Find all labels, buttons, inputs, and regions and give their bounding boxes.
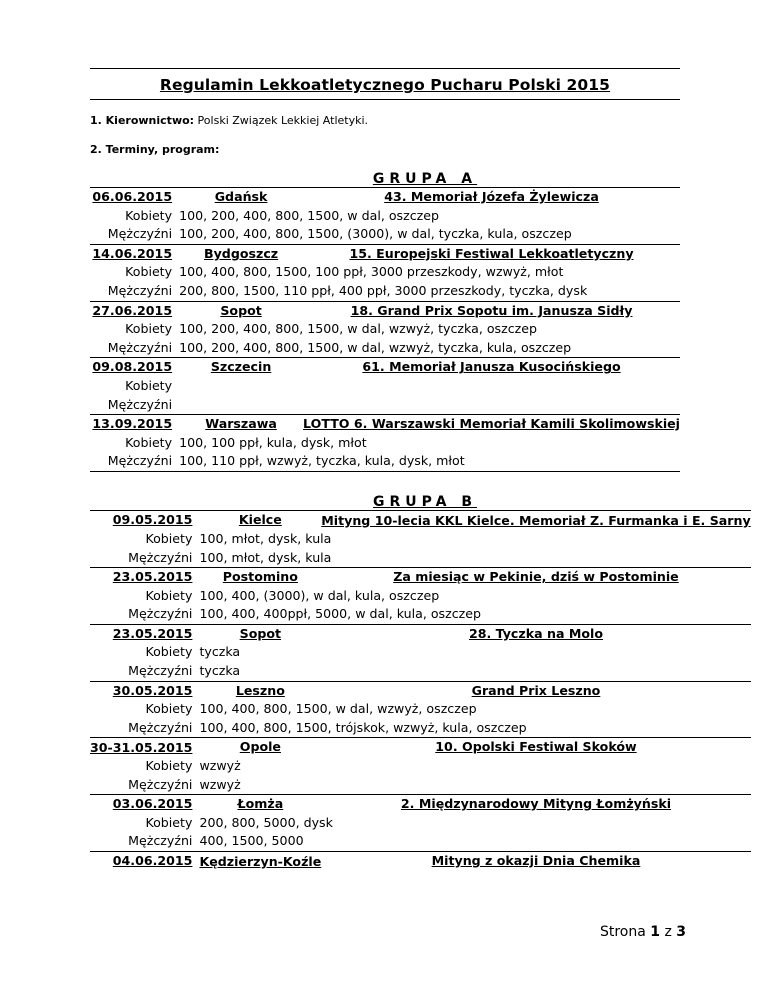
section-management-label: 1. Kierownictwo: — [90, 114, 195, 127]
event-name: Mityng z okazji Dnia Chemika — [321, 852, 750, 871]
event-date: 03.06.2015 — [90, 795, 199, 814]
event-date: 23.05.2015 — [90, 568, 199, 587]
men-label: Mężczyźni — [128, 833, 193, 849]
group-a-table — [90, 187, 680, 472]
event-date: 23.05.2015 — [90, 624, 199, 643]
event-row — [90, 568, 751, 587]
event-row — [90, 358, 680, 377]
men-events: 100, 200, 400, 800, 1500, (3000), w dal, tyczka, kula, oszczep — [179, 226, 572, 242]
event-row — [90, 624, 751, 643]
women-events: 100, 400, 800, 1500, w dal, wzwyż, oszczep — [199, 701, 477, 717]
footer-middle: z — [660, 924, 677, 940]
group-b-title: GRUPA B — [373, 493, 477, 510]
men-row — [90, 832, 751, 851]
event-date: 14.06.2015 — [90, 244, 179, 263]
women-label: Kobiety — [145, 758, 193, 774]
women-events: wzwyż — [199, 758, 241, 774]
section-management-text: Polski Związek Lekkiej Atletyki. — [194, 114, 369, 127]
men-row — [90, 339, 680, 358]
men-row — [90, 605, 751, 624]
document-page — [90, 62, 751, 871]
women-events: 100, 400, 800, 1500, 100 ppł, 3000 przeszkody, wzwyż, młot — [179, 264, 564, 280]
men-row — [90, 452, 680, 471]
men-label: Mężczyźni — [90, 452, 179, 471]
event-row — [90, 852, 751, 871]
title-block — [90, 68, 680, 100]
event-row — [90, 188, 680, 207]
women-row — [90, 700, 751, 719]
women-events: 100, 200, 400, 800, 1500, w dal, wzwyż, tyczka, oszczep — [179, 321, 537, 337]
men-row — [90, 396, 680, 415]
men-events: 200, 800, 1500, 110 ppł, 400 ppł, 3000 przeszkody, tyczka, dysk — [179, 282, 588, 298]
event-city: Gdańsk — [179, 188, 303, 207]
event-date: 13.09.2015 — [90, 415, 179, 434]
event-row — [90, 681, 751, 700]
women-row — [90, 643, 751, 662]
men-row — [90, 282, 680, 301]
event-name: 28. Tyczka na Molo — [321, 624, 750, 643]
women-row — [90, 530, 751, 549]
event-date: 09.08.2015 — [90, 358, 179, 377]
event-name: LOTTO 6. Warszawski Memoriał Kamili Skolimowskiej — [303, 415, 680, 434]
event-city: Sopot — [179, 301, 303, 320]
men-events: tyczka — [199, 663, 241, 679]
men-label: Mężczyźni — [107, 226, 173, 242]
event-city: Szczecin — [179, 358, 303, 377]
women-label: Kobiety — [125, 264, 173, 280]
men-events: 100, 200, 400, 800, 1500, w dal, wzwyż, tyczka, kula, oszczep — [179, 339, 572, 355]
women-label: Kobiety — [145, 701, 193, 717]
men-events: 100, młot, dysk, kula — [199, 549, 332, 565]
men-row — [90, 662, 751, 681]
event-date: 04.06.2015 — [90, 852, 199, 871]
women-label: Kobiety — [145, 530, 193, 546]
women-events — [179, 377, 680, 396]
event-row — [90, 795, 751, 814]
footer-prefix: Strona — [599, 924, 651, 940]
event-city: Leszno — [199, 681, 321, 700]
event-row — [90, 301, 680, 320]
women-row — [90, 320, 680, 339]
group-a-title: GRUPA A — [372, 171, 478, 187]
women-label: Kobiety — [145, 814, 193, 830]
women-row — [90, 587, 751, 606]
men-events — [179, 396, 680, 415]
event-row — [90, 415, 680, 434]
men-row — [90, 719, 751, 738]
group-b-table — [90, 510, 751, 871]
women-events: 100, młot, dysk, kula — [199, 530, 332, 546]
women-row — [90, 434, 680, 453]
women-label: Kobiety — [125, 207, 173, 223]
section-schedule-label: 2. Terminy, program: — [90, 143, 220, 156]
men-label: Mężczyźni — [128, 776, 193, 792]
men-events: 400, 1500, 5000 — [199, 833, 304, 849]
event-name: 61. Memoriał Janusza Kusocińskiego — [303, 358, 680, 377]
women-events: 200, 800, 5000, dysk — [199, 814, 333, 830]
event-city: Łomża — [199, 795, 321, 814]
event-date: 27.06.2015 — [90, 301, 179, 320]
men-label: Mężczyźni — [128, 606, 193, 622]
footer-page-number: 1 — [650, 924, 660, 940]
men-label: Mężczyźni — [107, 396, 173, 412]
event-name: 2. Międzynarodowy Mityng Łomżyński — [321, 795, 750, 814]
women-label: Kobiety — [145, 644, 193, 660]
event-date: 30.05.2015 — [90, 681, 199, 700]
event-city: Warszawa — [179, 415, 303, 434]
men-label: Mężczyźni — [128, 719, 193, 735]
event-date: 09.05.2015 — [90, 510, 199, 530]
men-label: Mężczyźni — [128, 549, 193, 565]
section-schedule — [90, 143, 680, 156]
men-events: 100, 110 ppł, wzwyż, tyczka, kula, dysk, młot — [179, 452, 680, 471]
men-events: 100, 400, 800, 1500, trójskok, wzwyż, kula, oszczep — [199, 719, 527, 735]
event-city: Kędzierzyn-Koźle — [199, 852, 321, 871]
event-city: Opole — [199, 738, 321, 757]
event-row — [90, 510, 751, 530]
event-city: Postomino — [199, 568, 321, 587]
men-events: wzwyż — [199, 776, 241, 792]
men-row — [90, 225, 680, 244]
event-name: 10. Opolski Festiwal Skoków — [321, 738, 750, 757]
footer-total-pages: 3 — [676, 924, 686, 940]
event-name: Mityng 10-lecia KKL Kielce. Memoriał Z. Furmanka i E. Sarny — [321, 510, 750, 530]
women-events: 100, 200, 400, 800, 1500, w dal, oszczep — [179, 207, 439, 223]
event-city: Bydgoszcz — [179, 244, 303, 263]
men-events: 100, 400, 400ppł, 5000, w dal, kula, oszczep — [199, 606, 481, 622]
section-management — [90, 114, 680, 127]
women-row — [90, 207, 680, 226]
event-date: 30-31.05.2015 — [90, 738, 199, 757]
event-row — [90, 244, 680, 263]
women-label: Kobiety — [125, 434, 173, 450]
women-label: Kobiety — [125, 377, 173, 393]
men-row — [90, 776, 751, 795]
women-row — [90, 263, 680, 282]
event-name: Za miesiąc w Pekinie, dziś w Postominie — [321, 568, 750, 587]
event-city: Kielce — [199, 510, 321, 530]
event-name: Grand Prix Leszno — [321, 681, 750, 700]
women-row — [90, 377, 680, 396]
page-footer — [600, 924, 686, 940]
event-name: 43. Memoriał Józefa Żylewicza — [303, 188, 680, 207]
document-title: Regulamin Lekkoatletycznego Pucharu Polski 2015 — [159, 76, 611, 94]
women-label: Kobiety — [125, 321, 173, 337]
event-date: 06.06.2015 — [90, 188, 179, 207]
women-row — [90, 757, 751, 776]
event-name: 18. Grand Prix Sopotu im. Janusza Sidły — [303, 301, 680, 320]
event-city: Sopot — [199, 624, 321, 643]
men-label: Mężczyźni — [107, 282, 173, 298]
women-row — [90, 814, 751, 833]
women-events: tyczka — [199, 644, 241, 660]
women-label: Kobiety — [145, 587, 193, 603]
men-label: Mężczyźni — [128, 663, 193, 679]
event-name: 15. Europejski Festiwal Lekkoatletyczny — [303, 244, 680, 263]
women-events: 100, 400, (3000), w dal, kula, oszczep — [199, 587, 440, 603]
men-label: Mężczyźni — [107, 339, 173, 355]
event-row — [90, 738, 751, 757]
women-events: 100, 100 ppł, kula, dysk, młot — [179, 434, 367, 450]
men-row — [90, 549, 751, 568]
